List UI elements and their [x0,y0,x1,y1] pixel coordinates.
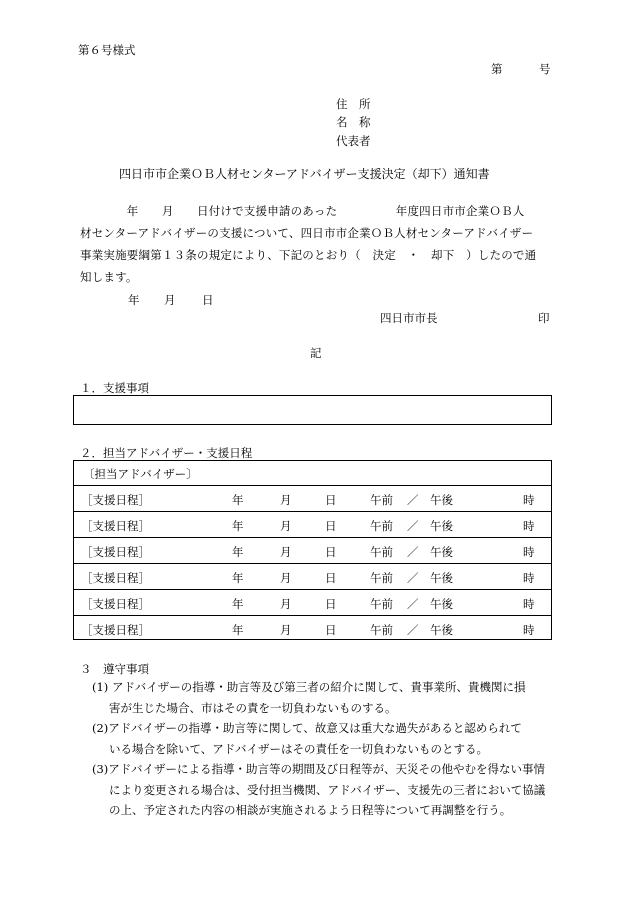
schedule-am: 午前 [370,623,393,637]
rule-item-2 [92,718,557,759]
schedule-slash: ／ [407,623,419,637]
schedule-month: 月 [280,623,292,637]
schedule-month: 月 [280,597,292,611]
schedule-day: 日 [325,493,337,507]
ki-mark: 記 [310,346,322,360]
schedule-pm: 午後 [430,493,453,507]
schedule-hour: 時 [523,519,535,533]
schedule-pm: 午後 [430,597,453,611]
rule-item-3 [92,759,557,821]
schedule-day: 日 [325,519,337,533]
body-line-3: 事業実施要綱第１３条の規定により、下記のとおり（ 決定 ・ 却下 ）したので通 [80,248,537,262]
schedule-label: ［支援日程］ [81,519,150,533]
support-items-box [73,395,552,425]
seal-mark: 印 [538,311,550,325]
schedule-slash: ／ [407,545,419,559]
schedule-year: 年 [232,519,244,533]
schedule-month: 月 [280,571,292,585]
schedule-year: 年 [232,597,244,611]
schedule-row [73,486,552,512]
rule-item-3-line-1: (3)アドバイザーによる指導・助言等の期間及び日程等が、天災その他やむを得ない事情 [92,762,546,776]
rule-item-2-line-1: (2)アドバイザーの指導・助言等に関して、故意又は重大な過失があると認められて [92,721,522,735]
schedule-pm: 午後 [430,571,453,585]
schedule-am: 午前 [370,493,393,507]
rule-item-3-line-3: の上、予定された内容の相談が実施されるよう日程等について再調整を行う。 [109,803,512,817]
schedule-day: 日 [325,623,337,637]
advisor-label: 〔担当アドバイザー〕 [83,467,198,481]
rule-item-2-line-2: いる場合を除いて、アドバイザーはその責任を一切負わないものとする。 [109,741,489,756]
schedule-am: 午前 [370,519,393,533]
schedule-month: 月 [280,493,292,507]
recipient-representative-label: 代表者 [336,134,371,148]
schedule-day: 日 [325,597,337,611]
schedule-slash: ／ [407,571,419,585]
schedule-pm: 午後 [430,623,453,637]
doc-number-dai: 第 [491,62,503,76]
schedule-year: 年 [232,623,244,637]
schedule-label: ［支援日程］ [81,571,150,585]
schedule-label: ［支援日程］ [81,597,150,611]
schedule-row [73,564,552,590]
form-number: 第６号様式 [78,43,136,57]
schedule-month: 月 [280,519,292,533]
schedule-hour: 時 [523,623,535,637]
issuer-mayor: 四日市市長 [380,311,438,325]
rule-item-1 [92,677,557,718]
date-day: 日 [202,293,214,307]
schedule-hour: 時 [523,493,535,507]
body-line-1: 年 月 日付けで支援申請のあった 年度四日市市企業ＯＢ人 [80,204,525,218]
schedule-row [73,590,552,616]
schedule-month: 月 [280,545,292,559]
advisor-row [73,460,552,486]
schedule-pm: 午後 [430,545,453,559]
schedule-hour: 時 [523,571,535,585]
section2-heading: ２．担当アドバイザー・支援日程 [80,446,253,460]
schedule-hour: 時 [523,597,535,611]
recipient-address-label: 住 所 [336,97,371,111]
body-line-2: 材センターアドバイザーの支援について、四日市市企業ＯＢ人材センターアドバイザー [80,226,534,240]
schedule-row [73,616,552,640]
schedule-row [73,538,552,564]
schedule-slash: ／ [407,493,419,507]
document-title: 四日市市企業ＯＢ人材センターアドバイザー支援決定（却下）通知書 [119,167,490,181]
schedule-year: 年 [232,493,244,507]
schedule-label: ［支援日程］ [81,623,150,637]
section3-heading: ３ 遵守事項 [80,662,149,676]
schedule-am: 午前 [370,571,393,585]
body-line-4: 知します。 [80,270,138,284]
rule-item-3-line-2: により変更される場合は、受付担当機関、アドバイザー、支援先の三者において協議 [109,782,546,797]
schedule-am: 午前 [370,545,393,559]
schedule-day: 日 [325,545,337,559]
schedule-label: ［支援日程］ [81,545,150,559]
schedule-slash: ／ [407,597,419,611]
rule-item-1-line-2: 害が生じた場合、市はその責を一切負わないものする。 [109,700,397,715]
date-year: 年 [128,293,140,307]
doc-number-go: 号 [539,62,551,76]
schedule-label: ［支援日程］ [81,493,150,507]
schedule-pm: 午後 [430,519,453,533]
rule-item-1-line-1: (1) アドバイザーの指導・助言等及び第三者の紹介に関して、貴事業所、貴機関に損 [92,680,526,694]
schedule-year: 年 [232,571,244,585]
body-paragraph [80,200,552,288]
schedule-row [73,512,552,538]
schedule-am: 午前 [370,597,393,611]
schedule-day: 日 [325,571,337,585]
schedule-slash: ／ [407,519,419,533]
section1-heading: １．支援事項 [80,381,149,395]
date-month: 月 [164,293,176,307]
recipient-name-label: 名 称 [336,115,371,129]
schedule-year: 年 [232,545,244,559]
schedule-hour: 時 [523,545,535,559]
